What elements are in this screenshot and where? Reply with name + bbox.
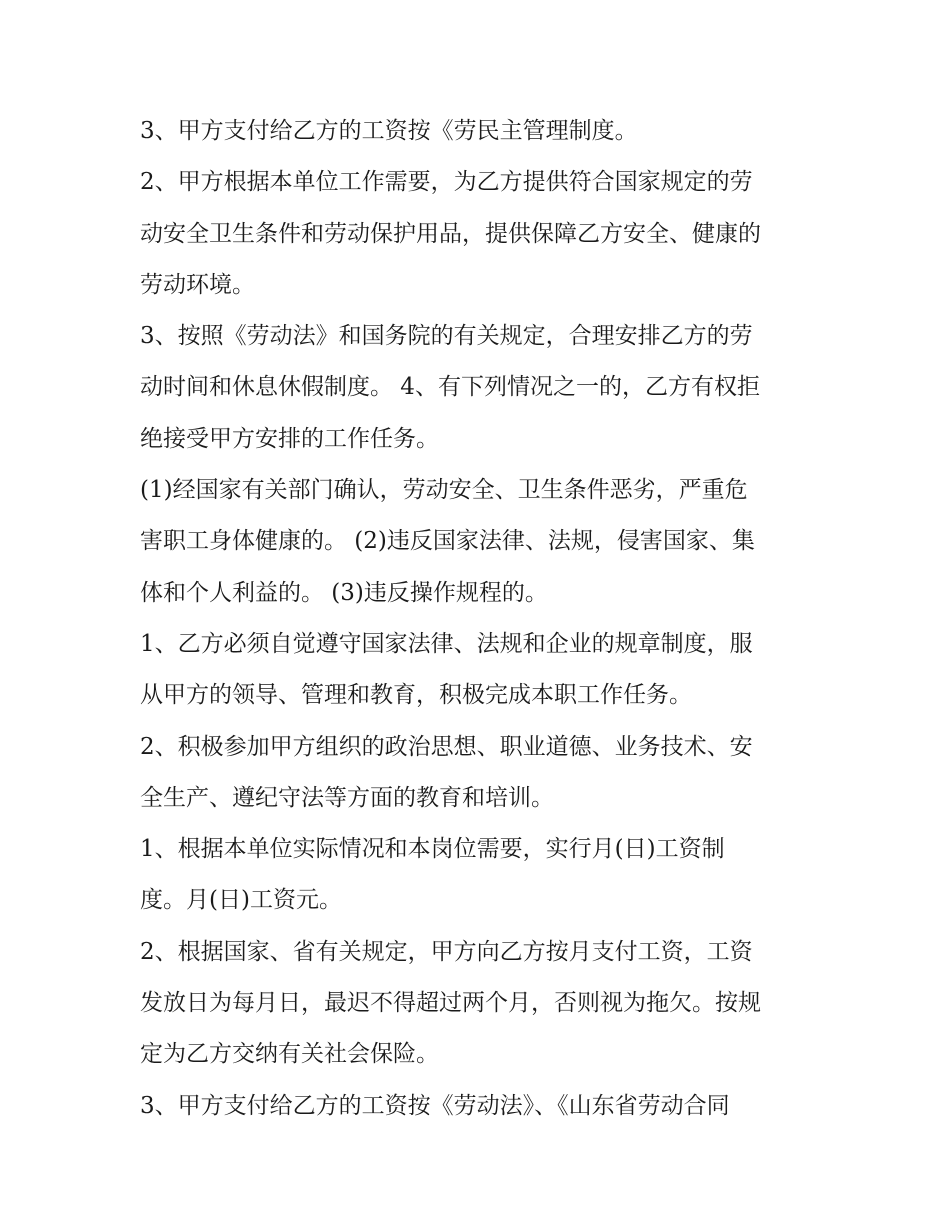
text-line: 1、根据本单位实际情况和本岗位需要，实行月(日)工资制 [140,836,725,863]
text-line: 体和个人利益的。 (3)违反操作规程的。 [140,579,548,606]
text-line: 劳动环境。 [140,271,255,298]
text-line: 从甲方的领导、管理和教育，积极完成本职工作任务。 [140,682,692,709]
text-line: 1、乙方必须自觉遵守国家法律、法规和企业的规章制度，服 [140,630,753,657]
text-line: 动安全卫生条件和劳动保护用品，提供保障乙方安全、健康的 [140,220,761,247]
document-body [140,106,820,1132]
text-line: 3、按照《劳动法》和国务院的有关规定，合理安排乙方的劳 [140,323,753,350]
text-line: 动时间和休息休假制度。 4、有下列情况之一的，乙方有权拒 [140,374,760,401]
text-line: 3、甲方支付给乙方的工资按《劳动法》、《山东省劳动合同 [140,1092,730,1119]
text-line: 全生产、遵纪守法等方面的教育和培训。 [140,784,554,811]
text-line: 度。月(日)工资元。 [140,887,342,914]
text-line: (1)经国家有关部门确认，劳动安全、卫生条件恶劣，严重危 [140,477,748,504]
text-line: 2、根据国家、省有关规定，甲方向乙方按月支付工资，工资 [140,938,753,965]
text-line: 害职工身体健康的。 (2)违反国家法律、法规，侵害国家、集 [140,528,755,555]
text-line: 3、甲方支付给乙方的工资按《劳民主管理制度。 [140,118,638,144]
text-line: 发放日为每月日，最迟不得超过两个月，否则视为拖欠。按规 [140,990,761,1017]
text-line: 定为乙方交纳有关社会保险。 [140,1041,439,1068]
text-line: 绝接受甲方安排的工作任务。 [140,425,439,452]
text-line: 2、甲方根据本单位工作需要，为乙方提供符合国家规定的劳 [140,169,753,196]
text-line: 2、积极参加甲方组织的政治思想、职业道德、业务技术、安 [140,733,753,760]
